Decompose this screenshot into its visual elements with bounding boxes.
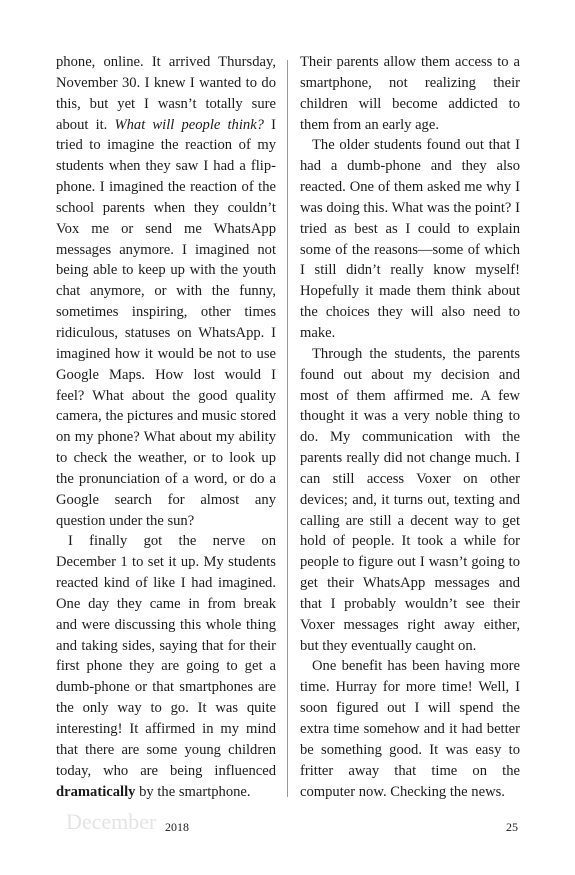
page-footer [0, 806, 575, 846]
paragraph-text: I finally got the nerve on December 1 to set it up. My students reacted kind of like I had imagined. One day they came in from break and were discussing this whole thing and taking sides, saying that for their first phone they are going to get a dumb-phone or that smartphones are the only way to go. It was quite interesting! It affirmed in my mind that there are some young children today, who are being influenced [56, 533, 276, 779]
right-column [300, 52, 520, 802]
paragraph-continued: Their parents allow them access to a smartphone, not realizing their children will become addicted to them from an early age. [300, 54, 520, 133]
paragraph: Through the students, the parents found out about my decision and most of them affirmed me. A few thought it was a very noble thing to do. My communication with the parents really did not change much. I can still access Voxer on other devices; and, it turns out, texting and calling are still a decent way to get hold of people. It took a while for people to figure out I wasn’t going to get their WhatsApp messages and that I probably wouldn’t see their Voxer messages right away either, but they eventually caught on. [300, 345, 520, 654]
left-column [56, 52, 276, 802]
footer-year: 2018 [165, 820, 189, 834]
paragraph-text: I tried to imagine the reaction of my students when they saw I had a flip-phone. I imagined the reaction of the school parents when they couldn’t Vox me or send me WhatsApp messages anymore. I imagined not being able to keep up with the youth chat anymore, or with the funny, sometimes inspiring, other times ridiculous, statuses on WhatsApp. I imagined how it would be not to use Google Maps. How lost would I feel? What about the good quality camera, the pictures and music stored on my phone? What about my ability to check the weather, or to look up the pronunciation of a word, or do a Google search for almost any question under the sun? [56, 116, 276, 529]
paragraph [56, 531, 276, 802]
footer-month-watermark: December [66, 809, 157, 834]
paragraph-text: phone, online. It arrived Thursday, November 30. I knew I wanted to do this, but yet I wasn’t totally sure about it. [56, 54, 276, 133]
paragraph: The older students found out that I had a dumb-phone and they also reacted. One of them asked me why I was doing this. What was the point? I tried as best as I could to explain some of the reasons—some of which I still didn’t really know myself! Hopefully it made them think about the choices they will also need to make. [300, 137, 520, 341]
paragraph-continued [56, 52, 276, 531]
page-number: 25 [506, 820, 518, 834]
paragraph-text: by the smartphone. [135, 783, 251, 800]
column-divider [287, 60, 288, 797]
paragraph: One benefit has been having more time. Hurray for more time! Well, I soon figured out I will spend the extra time somehow and it had better be something good. It was easy to fritter away that time on the computer now. Checking the news. [300, 658, 520, 800]
bold-emphasis: dramatically [56, 783, 136, 800]
italic-question: What will people think? [114, 116, 264, 133]
